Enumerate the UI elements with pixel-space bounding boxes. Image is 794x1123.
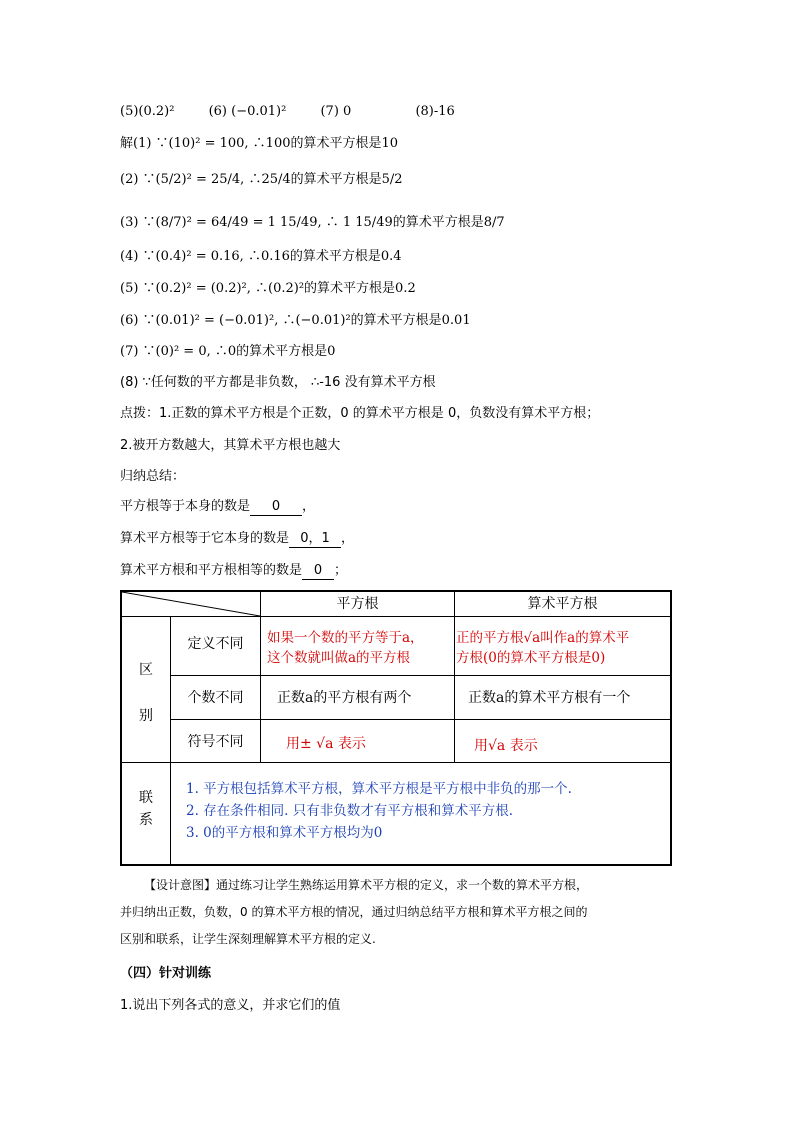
item-5: (5)(0.2)²	[120, 104, 175, 119]
header-square-root: 平方根	[336, 596, 379, 612]
col-divider	[454, 592, 455, 762]
blank-1: 0	[250, 499, 302, 516]
exercise-row	[120, 103, 455, 121]
row-divider	[122, 762, 670, 763]
summary-heading: 归纳总结：	[120, 469, 186, 484]
group-link-char-1: 联	[139, 790, 153, 806]
solution-3: (3) ∵(8/7)² = 64/49 = 1 15/49, ∴ 1 15/49的算术平方根是8/7	[120, 215, 505, 230]
diagonal-header-line	[122, 592, 262, 618]
tip-2: 2.被开方数越大，其算术平方根也越大	[120, 438, 341, 453]
solution-4: (4) ∵(0.4)² = 0.16, ∴0.16的算术平方根是0.4	[120, 249, 402, 264]
design-intent-line-3: 区别和联系，让学生深刻理解算术平方根的定义.	[120, 932, 376, 946]
tip-1: 点拨：1.正数的算术平方根是个正数，0 的算术平方根是 0，负数没有算术平方根；	[120, 406, 600, 421]
row-divider	[170, 675, 670, 676]
symbol-square-root: 用± √a 表示	[286, 736, 366, 752]
solution-2: (2) ∵(5/2)² = 25/4, ∴25/4的算术平方根是5/2	[120, 172, 403, 187]
row-label-symbol: 符号不同	[187, 734, 244, 750]
row-label-count: 个数不同	[187, 690, 244, 706]
solution-1: 解(1) ∵(10)² = 100, ∴100的算术平方根是10	[120, 136, 399, 151]
count-arith-root: 正数a的算术平方根有一个	[468, 690, 631, 706]
link-line-2: 2. 存在条件相同. 只有非负数才有平方根和算术平方根.	[186, 803, 514, 819]
row-divider	[170, 719, 670, 720]
def-square-root: 如果一个数的平方等于a， 这个数就叫做a的平方根	[267, 630, 424, 666]
count-square-root: 正数a的平方根有两个	[277, 690, 412, 706]
item-6: (6) (−0.01)²	[208, 104, 287, 119]
item-7: (7) 0	[320, 104, 352, 119]
solution-6: (6) ∵(0.01)² = (−0.01)², ∴(−0.01)²的算术平方根是0.01	[120, 313, 471, 328]
exercise-1: 1.说出下列各式的意义，并求它们的值	[120, 998, 341, 1013]
symbol-arith-root: 用√a 表示	[474, 738, 538, 754]
blank-2: 0，1	[289, 531, 341, 548]
design-intent-line-2: 并归纳出正数，负数，0 的算术平方根的情况，通过归纳总结平方根和算术平方根之间的	[120, 905, 588, 919]
summary-line-3: 算术平方根和平方根相等的数是 0 ；	[120, 563, 348, 578]
def-arith-root: 正的平方根√a叫作a的算术平 方根(0的算术平方根是0)	[456, 630, 630, 666]
row-divider	[122, 616, 670, 617]
blank-3: 0	[302, 563, 334, 580]
design-intent-line-1: 【设计意图】通过练习让学生熟练运用算术平方根的定义，求一个数的算术平方根，	[144, 878, 589, 892]
summary-line-2: 算术平方根等于它本身的数是 0，1 ，	[120, 531, 355, 546]
link-line-3: 3. 0的平方根和算术平方根均为0	[186, 825, 383, 841]
row-label-definition: 定义不同	[187, 636, 244, 652]
solution-8: (8) ∵任何数的平方都是非负数， ∴-16 没有算术平方根	[120, 375, 436, 390]
item-8: (8)-16	[415, 104, 455, 119]
group-diff-char-1: 区	[139, 662, 153, 678]
solution-5: (5) ∵(0.2)² = (0.2)², ∴(0.2)²的算术平方根是0.2	[120, 281, 416, 296]
group-link-char-2: 系	[139, 812, 153, 828]
header-arith-root: 算术平方根	[527, 596, 598, 612]
col-divider	[260, 592, 261, 762]
summary-line-1: 平方根等于本身的数是 0 ，	[120, 499, 316, 514]
solution-7: (7) ∵(0)² = 0, ∴0的算术平方根是0	[120, 344, 336, 359]
link-content	[186, 778, 670, 844]
section-title: （四）针对训练	[120, 966, 212, 981]
group-diff-char-2: 别	[139, 708, 153, 724]
link-line-1: 1. 平方根包括算术平方根，算术平方根是平方根中非负的那一个.	[186, 781, 572, 797]
comparison-table	[120, 590, 672, 866]
